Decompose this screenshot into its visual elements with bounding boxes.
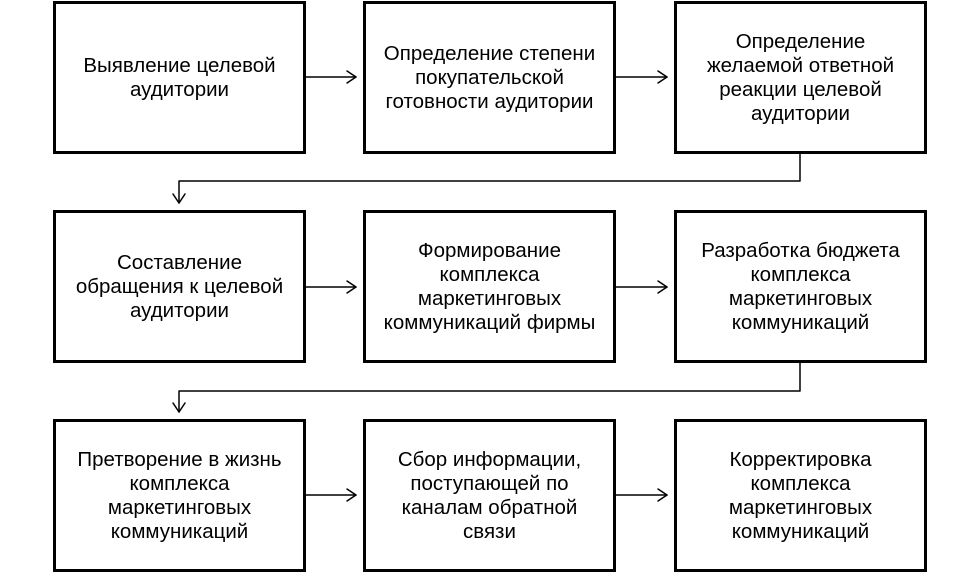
arrow-6-to-7 <box>173 363 800 412</box>
step-label: Составление обращения к целевой аудитории <box>75 250 284 322</box>
step-label: Разработка бюджета комплекса маркетинговых коммуникаций <box>701 238 900 334</box>
arrow-7-to-8 <box>306 489 356 501</box>
step-compose-message <box>53 210 306 363</box>
step-form-communication-mix <box>363 210 616 363</box>
step-buyer-readiness <box>363 1 616 154</box>
step-label: Корректировка комплекса маркетинговых коммуникаций <box>728 447 873 543</box>
step-label: Формирование комплекса маркетинговых коммуникаций фирмы <box>383 238 596 334</box>
step-desired-response <box>674 1 927 154</box>
step-adjust-mix <box>674 419 927 572</box>
arrow-1-to-2 <box>306 71 356 83</box>
step-label: Претворение в жизнь комплекса маркетинговых коммуникаций <box>77 447 282 543</box>
step-implement-mix <box>53 419 306 572</box>
step-label: Сбор информации, поступающей по каналам обратной связи <box>397 447 582 543</box>
step-label: Определение степени покупательской готовности аудитории <box>383 41 596 113</box>
arrow-2-to-3 <box>616 71 667 83</box>
step-label: Выявление целевой аудитории <box>83 53 276 101</box>
arrow-3-to-4 <box>173 154 800 203</box>
step-identify-target-audience <box>53 1 306 154</box>
step-develop-budget <box>674 210 927 363</box>
step-label: Определение желаемой ответной реакции целевой аудитории <box>706 29 895 125</box>
arrow-8-to-9 <box>616 489 667 501</box>
step-collect-feedback <box>363 419 616 572</box>
arrow-4-to-5 <box>306 281 356 293</box>
arrow-5-to-6 <box>616 281 667 293</box>
